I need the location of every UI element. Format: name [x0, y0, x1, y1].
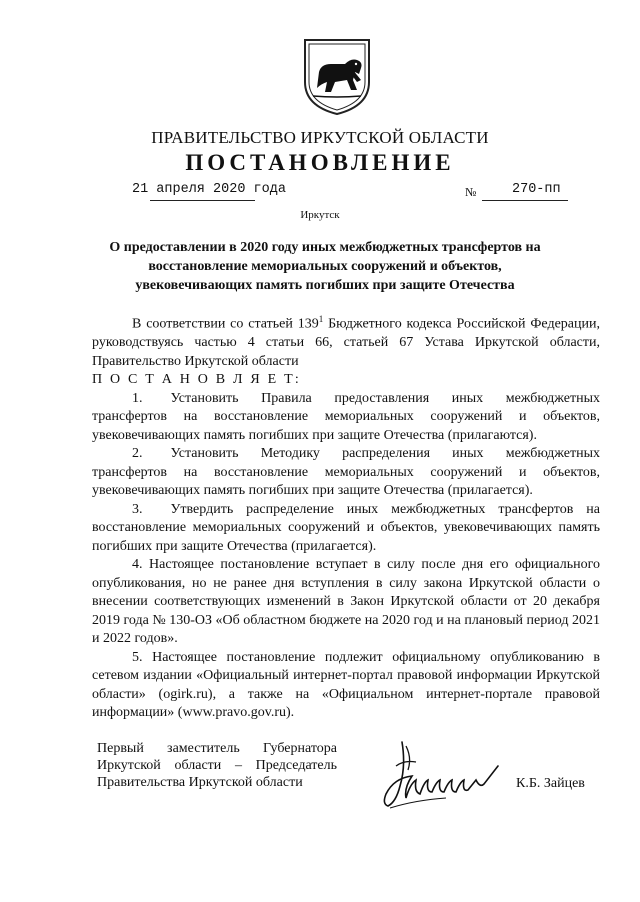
preamble: В соответствии со статьей $139^1$ Бюджетного кодекса Российской Федерации, руководствуясь частью 4 статьи 66, статьей 67 Устава Иркутской области, Правительство Иркутской области	[92, 314, 600, 369]
document-type: ПОСТАНОВЛЕНИЕ	[185, 150, 455, 175]
list-item: 3. Утвердить распределение иных межбюджетных трансфертов на восстановление мемориальных сооружений и объектов, увековечивающих память погибших при защите Отечества (прилагается).	[92, 501, 600, 554]
document-date: 21 апреля 2020 года	[132, 182, 286, 197]
list-item: 1. Установить Правила предоставления иных межбюджетных трансфертов на восстановление мемориальных сооружений и объектов, увековечивающих память погибших при защите Отечества (прилагаются).	[92, 390, 600, 443]
resolve-word: П О С Т А Н О В Л Я Е Т:	[92, 372, 301, 388]
document-title: О предоставлении в 2020 году иных межбюджетных трансфертов на восстановление мемориальных сооружений и объектов, увековечивающих память погибших при защите Отечества	[109, 240, 541, 293]
number-underline	[482, 200, 568, 201]
footnote-superscript: 1	[318, 314, 324, 324]
coat-of-arms-icon	[301, 36, 373, 116]
document-city: Иркутск	[300, 209, 340, 221]
list-item: 4. Настоящее постановление вступает в силу после дня его официального опубликования, но не ранее дня вступления в силу закона Иркутской области о внесении соответствующих изменений в Закон Иркутской области от 20 декабря 2019 года № 130-ОЗ «Об областном бюджете на 2020 год и на плановый период 2021 и 2022 годов».	[92, 557, 600, 647]
handwritten-signature-icon	[376, 736, 504, 832]
document-body	[92, 310, 600, 723]
list-item: 5. Настоящее постановление подлежит официальному опубликованию в сетевом издании «Официальный интернет-портал правовой информации Иркутской области» (ogirk.ru), а также на «Официальном интернет-портале правовой информации» (www.pravo.gov.ru).	[92, 649, 601, 721]
signatory-name: К.Б. Зайцев	[516, 776, 585, 791]
document-number: 270-пп	[512, 182, 561, 197]
signatory-position: Первый заместитель Губернатора Иркутской области – Председатель Правительства Иркутской области	[97, 741, 337, 790]
number-sign: №	[465, 185, 477, 199]
list-item: 2. Установить Методику распределения иных межбюджетных трансфертов на восстановление мемориальных сооружений и объектов, увековечивающих память погибших при защите Отечества (прилагается).	[92, 446, 600, 499]
government-name: ПРАВИТЕЛЬСТВО ИРКУТСКОЙ ОБЛАСТИ	[151, 128, 489, 147]
date-underline	[150, 200, 255, 201]
